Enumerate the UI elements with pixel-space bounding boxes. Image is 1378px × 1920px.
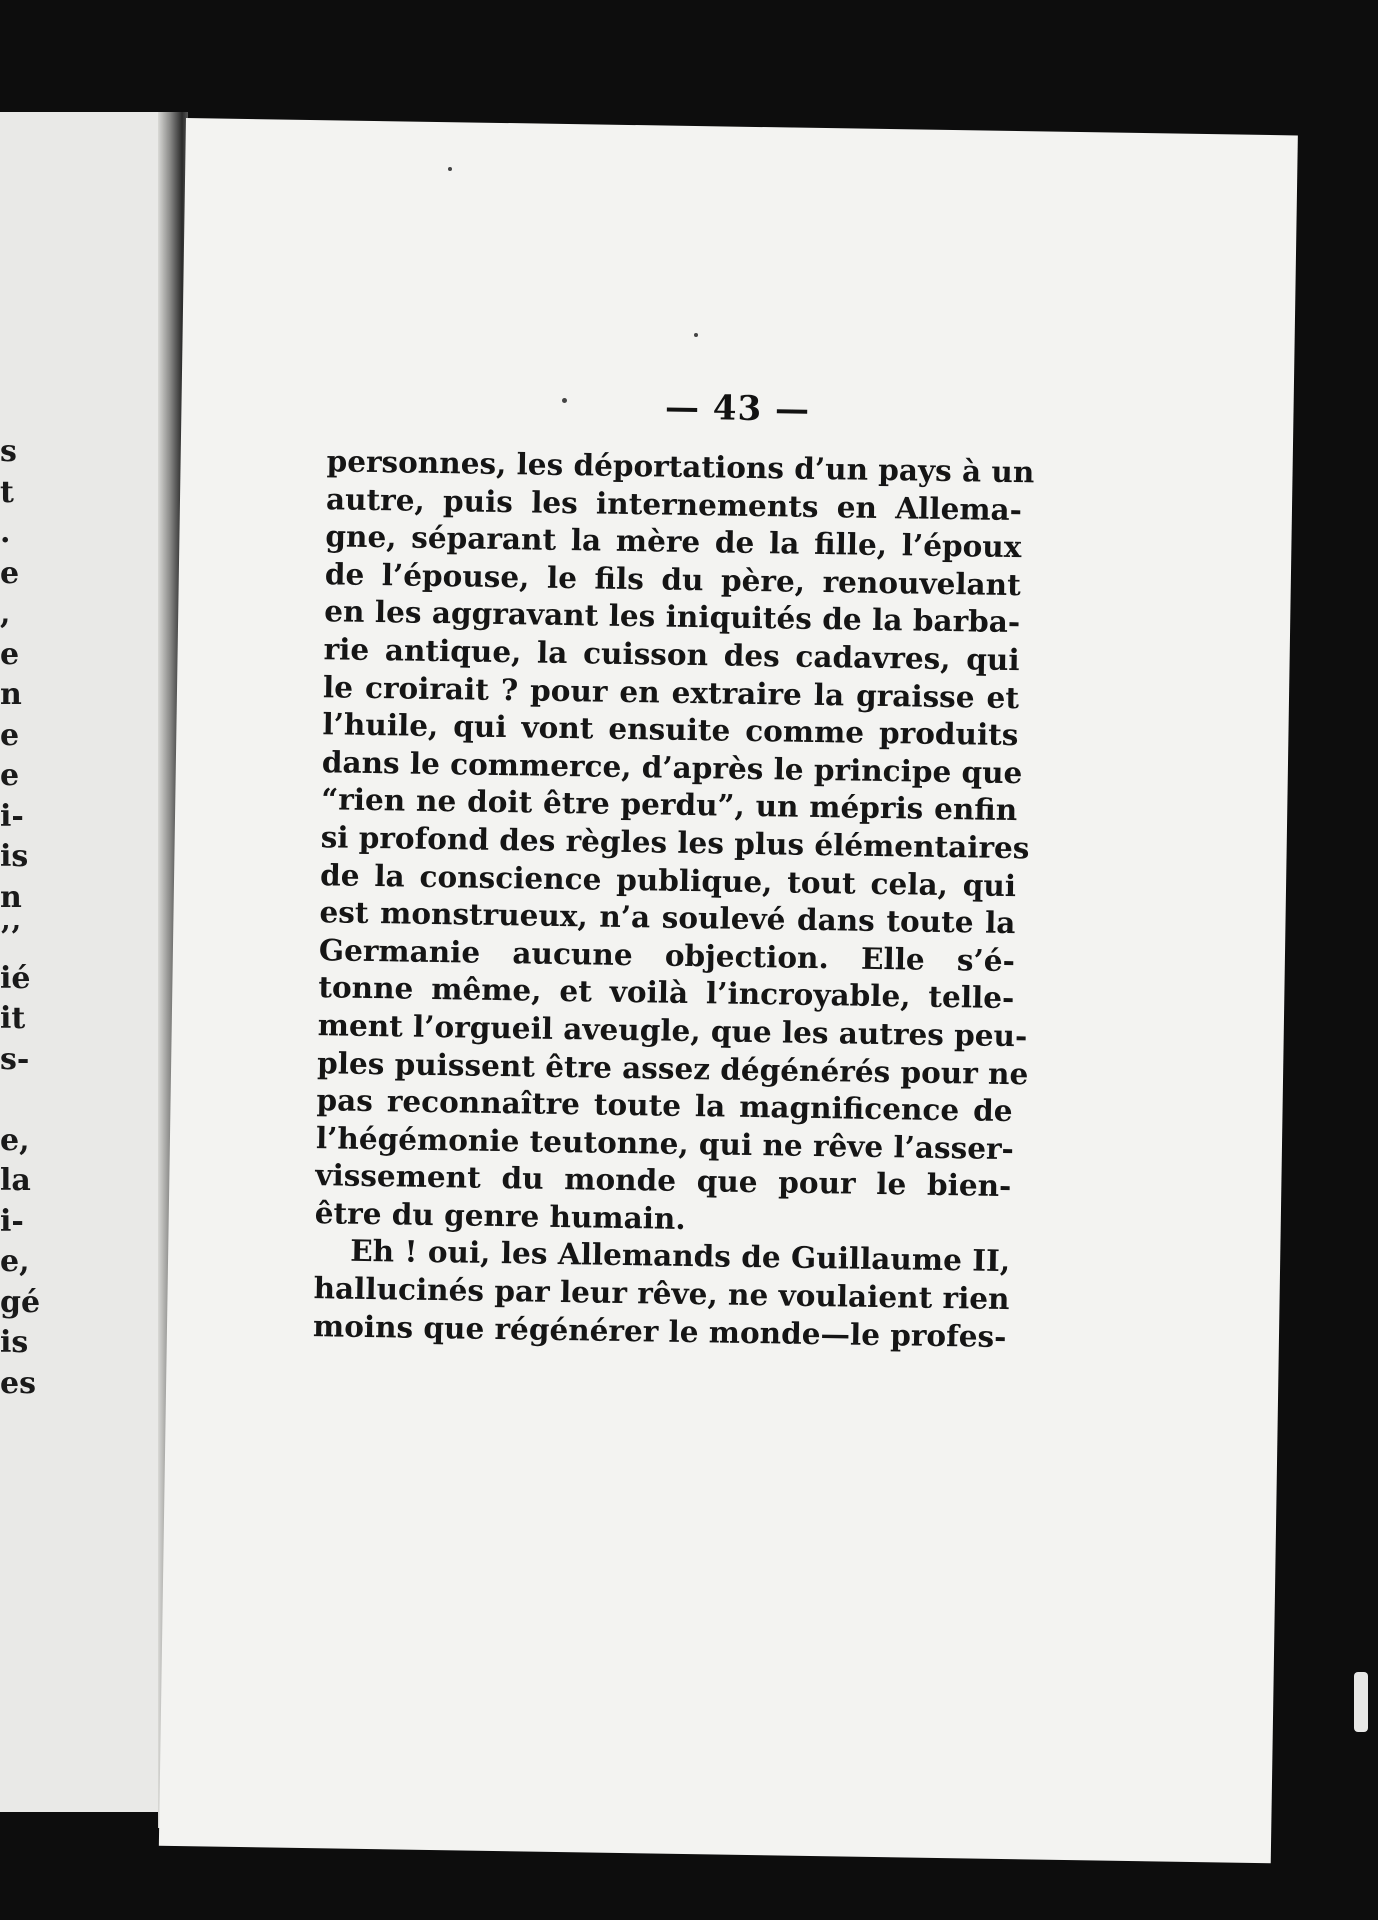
- facing-page-text-fragments: [0, 432, 40, 1404]
- book-page: [159, 118, 1298, 1863]
- text-line: de l’épouse, le fils du père, renouvelant: [324, 556, 1022, 602]
- facing-page-fragment: e,: [0, 1244, 30, 1279]
- facing-page-fragment: e: [0, 717, 20, 753]
- facing-page-fragment: ’’: [0, 920, 21, 955]
- text-line: de la conscience publique, tout cela, qui: [319, 856, 1017, 903]
- text-line: ples puissent être assez dégénérés pour ne: [316, 1044, 1029, 1091]
- facing-page-fragment: i-: [0, 1203, 24, 1239]
- facing-page-fragment: s: [0, 434, 17, 469]
- facing-page-fragment: es: [0, 1365, 36, 1401]
- text-line: tonne même, et voilà l’incroyable, telle-: [318, 969, 1015, 1016]
- text-line: vissement du monde que pour le bien-: [315, 1157, 1012, 1204]
- facing-page-fragment: e: [0, 636, 20, 672]
- text-line: en les aggravant les iniquités de la barba-: [323, 593, 1021, 640]
- facing-page-fragment: [0, 1080, 40, 1121]
- scan-speck: [694, 333, 698, 337]
- page-number: — 43 —: [664, 387, 811, 430]
- facing-page-fragment: e: [0, 758, 20, 793]
- text-line: l’huile, qui vont ensuite comme produits: [322, 706, 1019, 753]
- facing-page-fragment: ié: [0, 960, 31, 996]
- text-line: “rien ne doit être perdu”, un mépris enfin: [321, 781, 1018, 828]
- text-line: autre, puis les internements en Allema-: [325, 480, 1023, 527]
- text-line: hallucinés par leur rêve, ne voulaient rien: [313, 1270, 1010, 1317]
- facing-page-fragment: s-: [0, 1041, 30, 1077]
- facing-page-fragment: it: [0, 1001, 26, 1036]
- facing-page-fragment: la: [0, 1163, 31, 1198]
- facing-page-fragment: t: [0, 474, 14, 510]
- facing-page-fragment: .: [0, 515, 11, 550]
- text-line: ment l’orgueil aveugle, que les autres peu-: [317, 1007, 1028, 1054]
- text-line: rie antique, la cuisson des cadavres, qui: [323, 631, 1020, 678]
- facing-page-fragment: e,: [0, 1122, 30, 1158]
- text-line: Eh ! oui, les Allemands de Guillaume II,: [349, 1233, 1011, 1279]
- text-line: Germanie aucune objection. Elle s’é-: [318, 931, 1016, 978]
- text-line: gne, séparant la mère de la fille, l’époux: [325, 518, 1022, 565]
- facing-page-fragment: ,: [0, 596, 11, 631]
- text-line: l’hégémonie teutonne, qui ne rêve l’asser-: [315, 1119, 1015, 1166]
- text-line: le croirait ? pour en extraire la graisse et: [322, 668, 1020, 715]
- scan-speck: [448, 167, 452, 171]
- text-line: moins que régénérer le monde—le profes-: [312, 1307, 1007, 1354]
- text-line: être du genre humain.: [314, 1195, 686, 1236]
- text-line: pas reconnaître toute la magnificence de: [316, 1082, 1013, 1129]
- scan-edge-mark: [1354, 1672, 1368, 1732]
- text-line: si profond des règles les plus élémentaires: [320, 819, 1030, 866]
- facing-page-fragment: e: [0, 555, 20, 591]
- facing-page-fragment: gé: [0, 1284, 40, 1320]
- text-line: est monstrueux, n’a soulevé dans toute la: [319, 894, 1016, 941]
- facing-page-fragment: is: [0, 1325, 29, 1360]
- scan-speck: [562, 398, 567, 403]
- text-line: dans le commerce, d’après le principe que: [321, 743, 1023, 790]
- facing-page-fragment: n: [0, 879, 22, 915]
- facing-page-fragment: is: [0, 839, 29, 874]
- facing-page-fragment: n: [0, 677, 22, 712]
- body-text: [312, 442, 1035, 1355]
- text-line: personnes, les déportations d’un pays à un: [326, 443, 1035, 490]
- facing-page-fragment: i-: [0, 798, 24, 834]
